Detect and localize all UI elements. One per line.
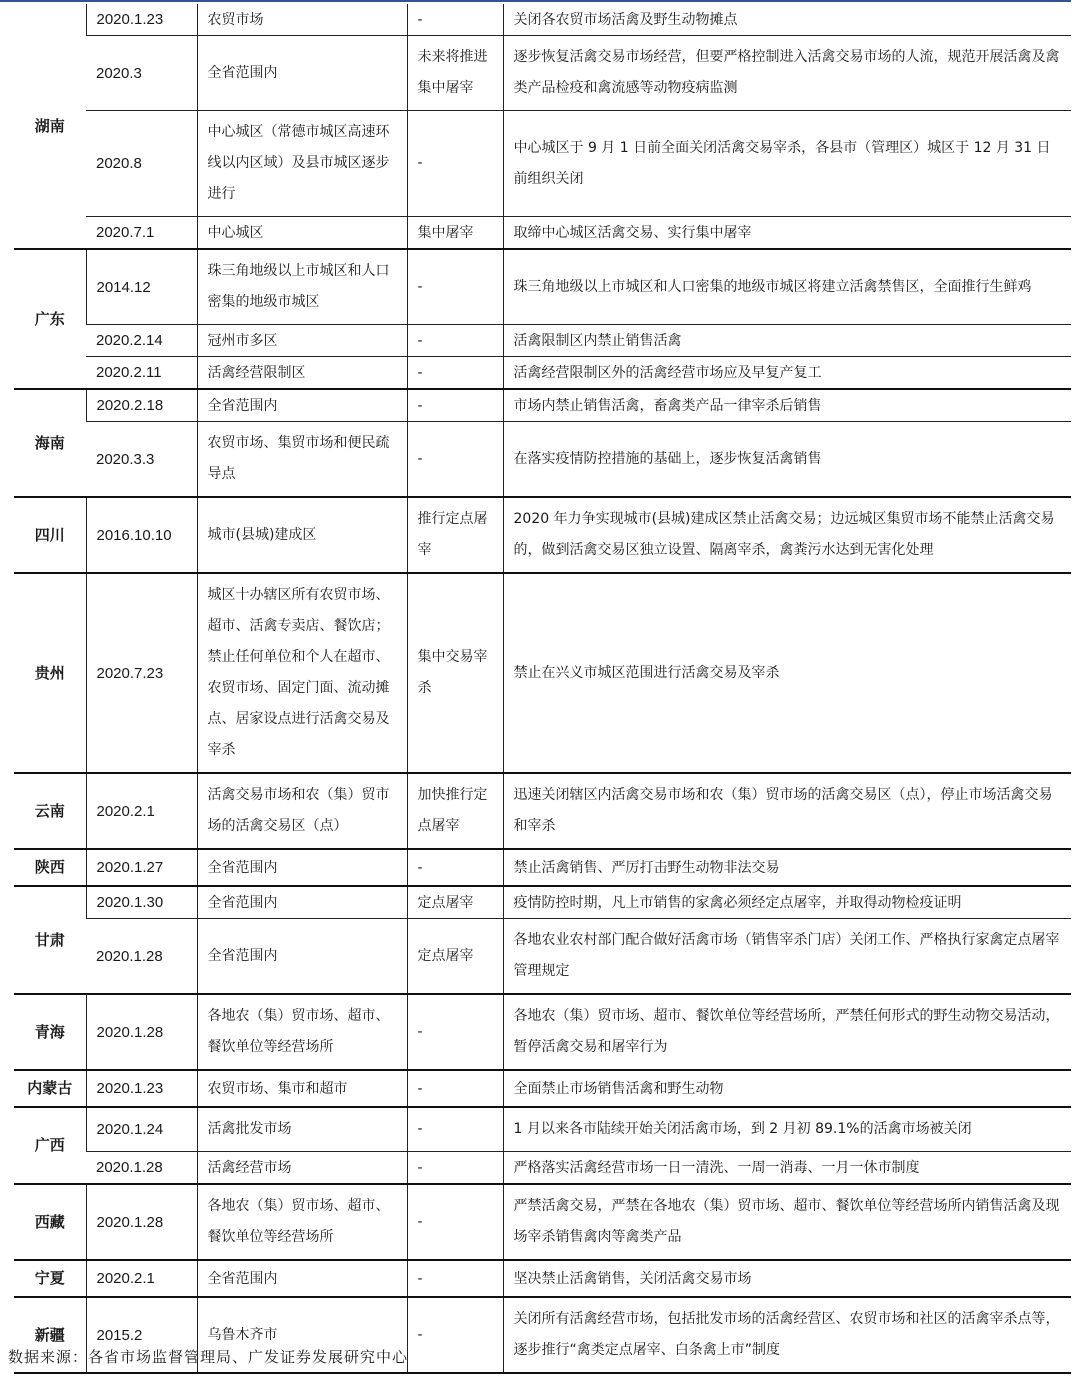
date-cell: 2020.2.1	[86, 773, 197, 849]
date-cell: 2020.1.28	[86, 919, 197, 995]
scope-cell: 城市(县城)建成区	[197, 497, 407, 573]
measure-cell: 活禽限制区内禁止销售活禽	[503, 325, 1071, 357]
date-cell: 2020.2.14	[86, 325, 197, 357]
province-cell: 贵州	[14, 573, 86, 773]
slaughter-mode-cell: -	[407, 249, 503, 325]
measure-cell: 在落实疫情防控措施的基础上，逐步恢复活禽销售	[503, 422, 1071, 498]
measure-cell: 中心城区于 9 月 1 日前全面关闭活禽交易宰杀，各县市（管理区）城区于 12 月 31 日前组织关闭	[503, 111, 1071, 217]
date-cell: 2020.7.1	[86, 217, 197, 250]
slaughter-mode-cell: -	[407, 1107, 503, 1152]
table-row	[14, 994, 1071, 1070]
date-cell: 2016.10.10	[86, 497, 197, 573]
measure-cell: 关闭各农贸市场活禽及野生动物摊点	[503, 4, 1071, 36]
scope-cell: 农贸市场	[197, 4, 407, 36]
data-source-note: 数据来源：各省市场监督管理局、广发证券发展研究中心	[8, 1348, 409, 1366]
date-cell: 2020.1.24	[86, 1107, 197, 1152]
measure-cell: 各地农业农村部门配合做好活禽市场（销售宰杀门店）关闭工作、严格执行家禽定点屠宰管理规定	[503, 919, 1071, 995]
table-row	[14, 249, 1071, 325]
slaughter-mode-cell: -	[407, 325, 503, 357]
measure-cell: 迅速关闭辖区内活禽交易市场和农（集）贸市场的活禽交易区（点），停止市场活禽交易和宰杀	[503, 773, 1071, 849]
slaughter-mode-cell: -	[407, 111, 503, 217]
scope-cell: 活禽批发市场	[197, 1107, 407, 1152]
scope-cell: 全省范围内	[197, 886, 407, 919]
scope-cell: 各地农（集）贸市场、超市、餐饮单位等经营场所	[197, 994, 407, 1070]
date-cell: 2020.1.23	[86, 4, 197, 36]
slaughter-mode-cell: -	[407, 4, 503, 36]
date-cell: 2020.1.23	[86, 1070, 197, 1107]
table-row	[14, 36, 1071, 111]
slaughter-mode-cell: -	[407, 389, 503, 422]
slaughter-mode-cell: -	[407, 1184, 503, 1260]
date-cell: 2020.1.28	[86, 994, 197, 1070]
measure-cell: 禁止在兴义市城区范围进行活禽交易及宰杀	[503, 573, 1071, 773]
top-rule	[0, 0, 1071, 2]
province-cell: 内蒙古	[14, 1070, 86, 1107]
slaughter-mode-cell: -	[407, 422, 503, 498]
scope-cell: 城区十办辖区所有农贸市场、超市、活禽专卖店、餐饮店；禁止任何单位和个人在超市、农贸市场、固定门面、流动摊点、居家设点进行活禽交易及宰杀	[197, 573, 407, 773]
measure-cell: 各地农（集）贸市场、超市、餐饮单位等经营场所，严禁任何形式的野生动物交易活动，暂停活禽交易和屠宰行为	[503, 994, 1071, 1070]
date-cell: 2020.2.18	[86, 389, 197, 422]
scope-cell: 全省范围内	[197, 36, 407, 111]
slaughter-mode-cell: -	[407, 357, 503, 390]
province-cell: 广西	[14, 1107, 86, 1184]
date-cell: 2014.12	[86, 249, 197, 325]
slaughter-mode-cell: 未来将推进集中屠宰	[407, 36, 503, 111]
measure-cell: 珠三角地级以上市城区和人口密集的地级市城区将建立活禽禁售区，全面推行生鲜鸡	[503, 249, 1071, 325]
scope-cell: 活禽交易市场和农（集）贸市场的活禽交易区（点）	[197, 773, 407, 849]
date-cell: 2020.3	[86, 36, 197, 111]
table-row	[14, 1070, 1071, 1107]
date-cell: 2020.1.28	[86, 1152, 197, 1185]
slaughter-mode-cell: 集中屠宰	[407, 217, 503, 250]
slaughter-mode-cell: 推行定点屠宰	[407, 497, 503, 573]
slaughter-mode-cell: 集中交易宰杀	[407, 573, 503, 773]
scope-cell: 中心城区	[197, 217, 407, 250]
table-row	[14, 1184, 1071, 1260]
table-row	[14, 1107, 1071, 1152]
scope-cell: 乌鲁木齐市	[197, 1297, 407, 1373]
slaughter-mode-cell: -	[407, 1260, 503, 1297]
province-cell: 青海	[14, 994, 86, 1070]
table-row	[14, 919, 1071, 995]
province-cell: 海南	[14, 389, 86, 497]
date-cell: 2020.1.28	[86, 1184, 197, 1260]
date-cell: 2015.2	[86, 1297, 197, 1373]
scope-cell: 全省范围内	[197, 849, 407, 886]
date-cell: 2020.2.1	[86, 1260, 197, 1297]
province-cell: 宁夏	[14, 1260, 86, 1297]
slaughter-mode-cell: 定点屠宰	[407, 919, 503, 995]
scope-cell: 农贸市场、集贸市场和便民疏导点	[197, 422, 407, 498]
province-cell: 云南	[14, 773, 86, 849]
scope-cell: 活禽经营限制区	[197, 357, 407, 390]
table-row	[14, 1152, 1071, 1185]
scope-cell: 中心城区（常德市城区高速环线以内区域）及县市城区逐步进行	[197, 111, 407, 217]
table-row	[14, 389, 1071, 422]
slaughter-mode-cell: 加快推行定点屠宰	[407, 773, 503, 849]
table-row	[14, 357, 1071, 390]
live-poultry-policy-table	[14, 4, 1071, 1374]
table-row	[14, 1260, 1071, 1297]
slaughter-mode-cell: 定点屠宰	[407, 886, 503, 919]
table-row	[14, 422, 1071, 498]
table-row	[14, 217, 1071, 250]
province-cell: 新疆	[14, 1297, 86, 1373]
scope-cell: 冠州市多区	[197, 325, 407, 357]
scope-cell: 各地农（集）贸市场、超市、餐饮单位等经营场所	[197, 1184, 407, 1260]
measure-cell: 1 月以来各市陆续开始关闭活禽市场，到 2 月初 89.1%的活禽市场被关闭	[503, 1107, 1071, 1152]
measure-cell: 疫情防控时期，凡上市销售的家禽必须经定点屠宰，并取得动物检疫证明	[503, 886, 1071, 919]
scope-cell: 全省范围内	[197, 919, 407, 995]
measure-cell: 坚决禁止活禽销售，关闭活禽交易市场	[503, 1260, 1071, 1297]
measure-cell: 禁止活禽销售、严厉打击野生动物非法交易	[503, 849, 1071, 886]
slaughter-mode-cell: -	[407, 994, 503, 1070]
scope-cell: 活禽经营市场	[197, 1152, 407, 1185]
date-cell: 2020.2.11	[86, 357, 197, 390]
province-cell: 陕西	[14, 849, 86, 886]
scope-cell: 全省范围内	[197, 389, 407, 422]
province-cell: 甘肃	[14, 886, 86, 994]
measure-cell: 2020 年力争实现城市(县城)建成区禁止活禽交易；边远城区集贸市场不能禁止活禽交易的，做到活禽交易区独立设置、隔离宰杀，禽粪污水达到无害化处理	[503, 497, 1071, 573]
date-cell: 2020.7.23	[86, 573, 197, 773]
province-cell: 广东	[14, 249, 86, 389]
date-cell: 2020.3.3	[86, 422, 197, 498]
table-row	[14, 497, 1071, 573]
table-row	[14, 325, 1071, 357]
table-row	[14, 4, 1071, 36]
slaughter-mode-cell: -	[407, 849, 503, 886]
province-cell: 四川	[14, 497, 86, 573]
province-cell: 西藏	[14, 1184, 86, 1260]
table-row	[14, 849, 1071, 886]
table-row	[14, 111, 1071, 217]
measure-cell: 逐步恢复活禽交易市场经营，但要严格控制进入活禽交易市场的人流，规范开展活禽及禽类产品检疫和禽流感等动物疫病监测	[503, 36, 1071, 111]
scope-cell: 农贸市场、集市和超市	[197, 1070, 407, 1107]
province-cell: 湖南	[14, 4, 86, 249]
measure-cell: 严禁活禽交易，严禁在各地农（集）贸市场、超市、餐饮单位等经营场所内销售活禽及现场宰杀销售禽肉等禽类产品	[503, 1184, 1071, 1260]
table-row	[14, 573, 1071, 773]
table-row	[14, 886, 1071, 919]
measure-cell: 取缔中心城区活禽交易、实行集中屠宰	[503, 217, 1071, 250]
date-cell: 2020.1.30	[86, 886, 197, 919]
slaughter-mode-cell: -	[407, 1297, 503, 1373]
table-row	[14, 773, 1071, 849]
measure-cell: 市场内禁止销售活禽，畜禽类产品一律宰杀后销售	[503, 389, 1071, 422]
measure-cell: 严格落实活禽经营市场一日一清洗、一周一消毒、一月一休市制度	[503, 1152, 1071, 1185]
measure-cell: 活禽经营限制区外的活禽经营市场应及早复产复工	[503, 357, 1071, 390]
slaughter-mode-cell: -	[407, 1152, 503, 1185]
scope-cell: 珠三角地级以上市城区和人口密集的地级市城区	[197, 249, 407, 325]
date-cell: 2020.1.27	[86, 849, 197, 886]
measure-cell: 全面禁止市场销售活禽和野生动物	[503, 1070, 1071, 1107]
measure-cell: 关闭所有活禽经营市场，包括批发市场的活禽经营区、农贸市场和社区的活禽宰杀点等，逐步推行“禽类定点屠宰、白条禽上市”制度	[503, 1297, 1071, 1373]
date-cell: 2020.8	[86, 111, 197, 217]
scope-cell: 全省范围内	[197, 1260, 407, 1297]
slaughter-mode-cell: -	[407, 1070, 503, 1107]
